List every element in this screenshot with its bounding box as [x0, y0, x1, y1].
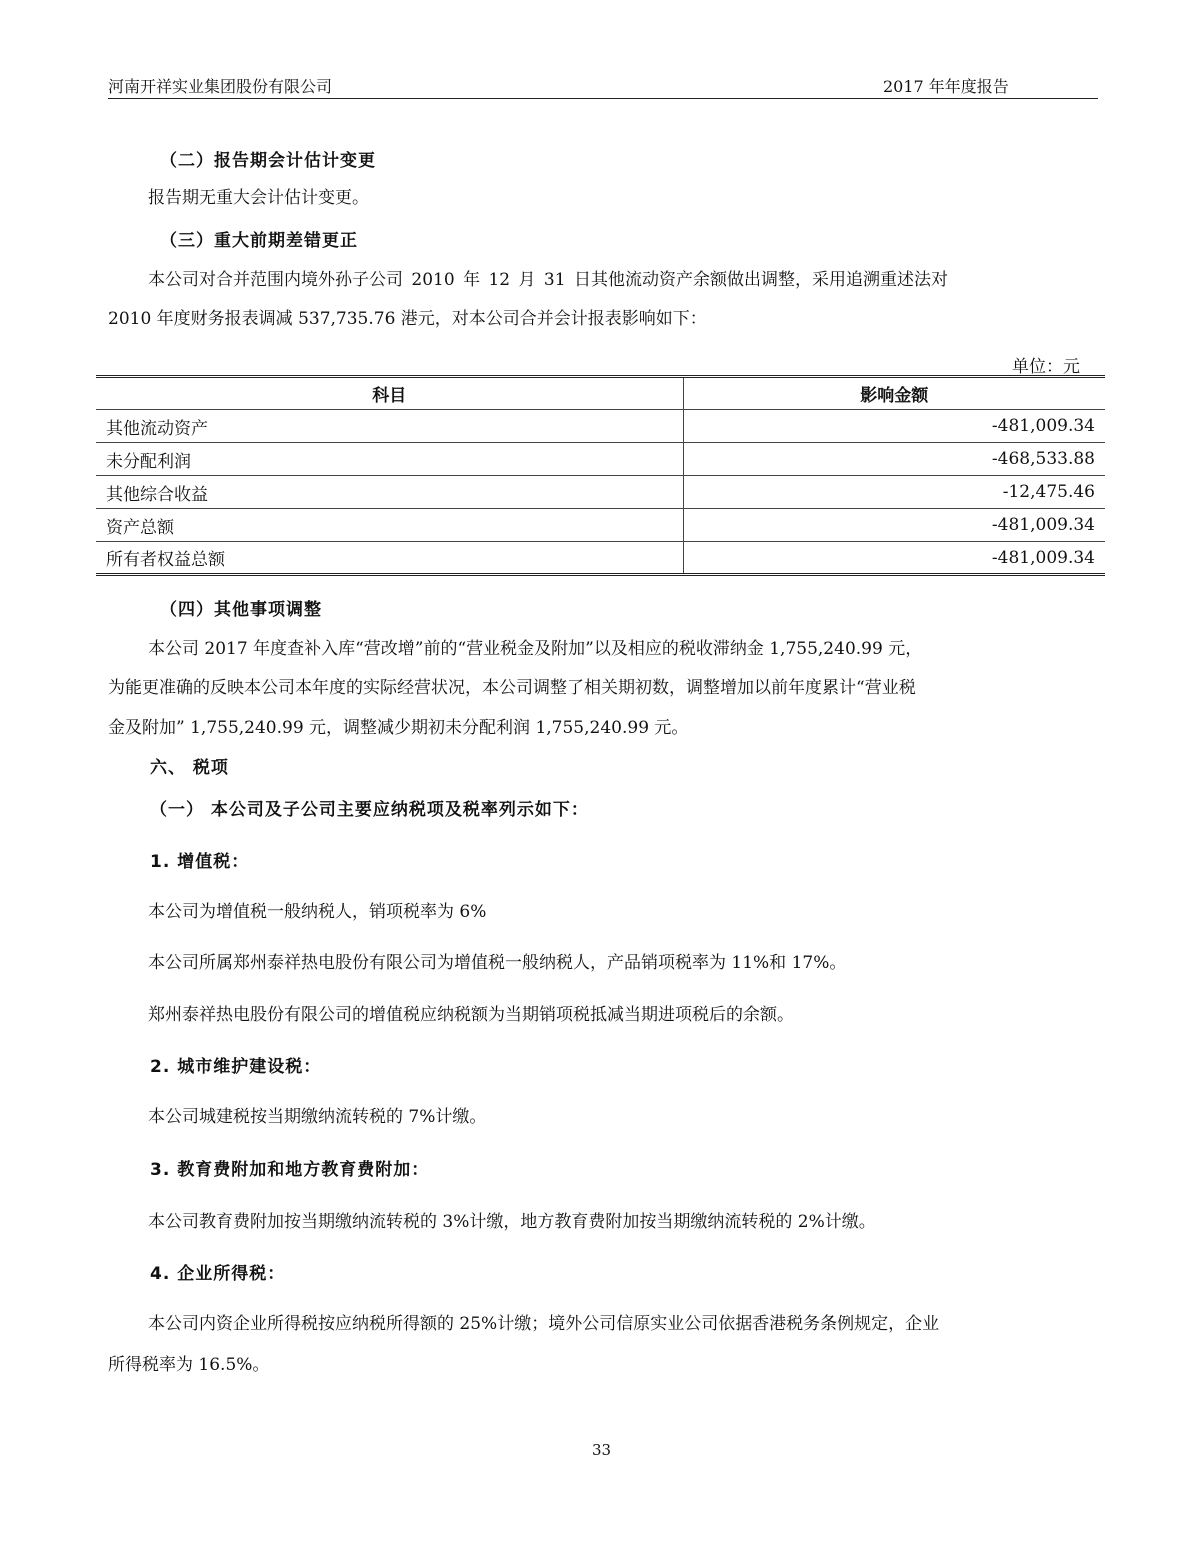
- section-estimate-body: 报告期无重大会计估计变更。: [148, 188, 369, 208]
- cit-line2: 所得税率为 16.5%。: [108, 1355, 270, 1375]
- section-other-line1: 本公司 2017 年度查补入库“营改增”前的“营业税金及附加”以及相应的税收滞纳金 1,755,240.99 元，: [148, 639, 923, 659]
- table-header-row: [96, 377, 1105, 410]
- urban-tax-line1: 本公司城建税按当期缴纳流转税的 7%计缴。: [148, 1107, 487, 1127]
- page-header: [108, 74, 1098, 99]
- header-company: 河南开祥实业集团股份有限公司: [108, 77, 333, 96]
- table-row: [96, 476, 1105, 509]
- vat-title: 1. 增值税：: [150, 852, 250, 872]
- edu-tax-line1: 本公司教育费附加按当期缴纳流转税的 3%计缴，地方教育费附加按当期缴纳流转税的 2%计缴。: [148, 1212, 876, 1232]
- vat-line3: 郑州泰祥热电股份有限公司的增值税应纳税额为当期销项税抵减当期进项税后的余额。: [148, 1005, 794, 1025]
- section-error-body-line2: 2010 年度财务报表调减 537,735.76 港元，对本公司合并会计报表影响如下：: [108, 309, 707, 329]
- table-row: [96, 410, 1105, 443]
- table-row: [96, 542, 1105, 575]
- section-tax-subtitle: （一） 本公司及子公司主要应纳税项及税率列示如下：: [150, 800, 589, 820]
- edu-tax-title: 3. 教育费附加和地方教育费附加：: [150, 1160, 430, 1180]
- row-item: 其他流动资产: [96, 410, 683, 443]
- effect-table: [96, 375, 1105, 576]
- row-item: 未分配利润: [96, 443, 683, 476]
- section-other-line2: 为能更准确的反映本公司本年度的实际经营状况，本公司调整了相关期初数，调整增加以前年度累计“营业税: [108, 678, 916, 698]
- section-other-title: （四）其他事项调整: [160, 600, 322, 620]
- cit-line1: 本公司内资企业所得税按应纳税所得额的 25%计缴；境外公司信原实业公司依据香港税务条例规定，企业: [148, 1314, 940, 1334]
- row-item: 其他综合收益: [96, 476, 683, 509]
- vat-line2: 本公司所属郑州泰祥热电股份有限公司为增值税一般纳税人，产品销项税率为 11%和 17%。: [148, 953, 847, 973]
- cit-title: 4. 企业所得税：: [150, 1264, 286, 1284]
- row-item: 所有者权益总额: [96, 542, 683, 575]
- table-row: [96, 509, 1105, 542]
- row-amount: -481,009.34: [683, 542, 1105, 575]
- header-report-title: 2017 年年度报告: [883, 77, 1009, 96]
- column-header-item: 科目: [96, 377, 683, 410]
- row-amount: -12,475.46: [683, 476, 1105, 509]
- row-amount: -481,009.34: [683, 410, 1105, 443]
- section-other-line3: 金及附加” 1,755,240.99 元，调整减少期初未分配利润 1,755,240.99 元。: [108, 718, 689, 738]
- row-item: 资产总额: [96, 509, 683, 542]
- section-error-title: （三）重大前期差错更正: [160, 231, 358, 251]
- column-header-amount: 影响金额: [860, 386, 929, 406]
- section-tax-title: 六、 税项: [150, 758, 229, 778]
- table-row: [96, 443, 1105, 476]
- section-error-body-line1: 本公司对合并范围内境外孙子公司 2010 年 12 月 31 日其他流动资产余额做出调整，采用追溯重述法对: [148, 270, 948, 290]
- urban-tax-title: 2. 城市维护建设税：: [150, 1057, 322, 1077]
- section-estimate-title: （二）报告期会计估计变更: [160, 151, 376, 171]
- page-number: 33: [592, 1441, 612, 1459]
- row-amount: -468,533.88: [683, 443, 1105, 476]
- row-amount: -481,009.34: [683, 509, 1105, 542]
- table-unit-label: 单位：元: [1012, 357, 1080, 377]
- vat-line1: 本公司为增值税一般纳税人，销项税率为 6%: [148, 902, 487, 922]
